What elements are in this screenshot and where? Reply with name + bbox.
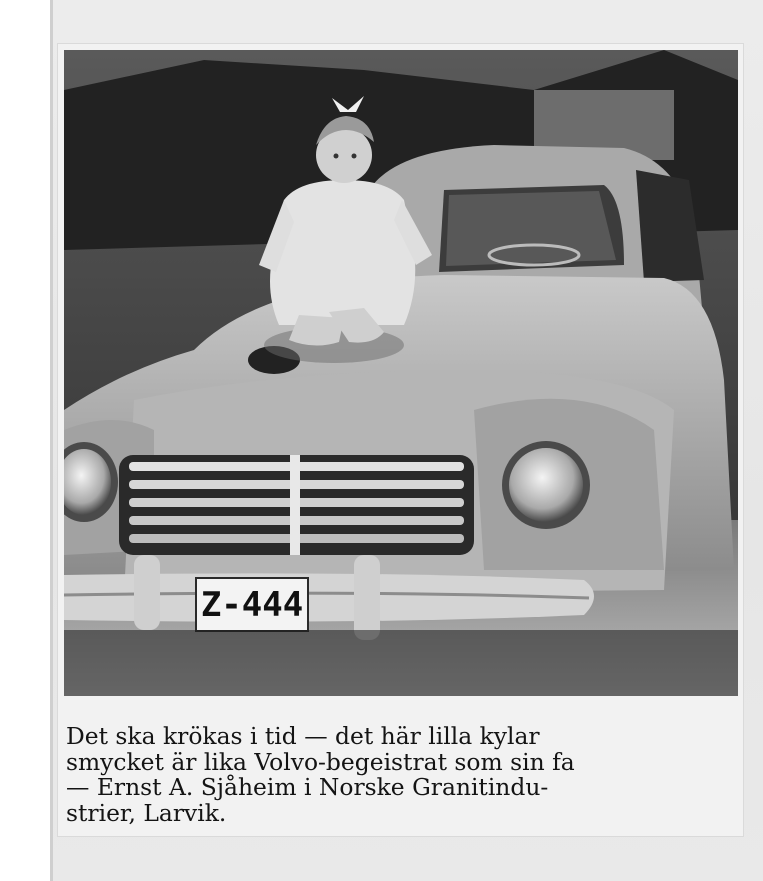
- car-photo-illustration: [64, 50, 738, 696]
- radiator-grille: [119, 455, 474, 555]
- bumper-guard-left: [134, 555, 160, 630]
- right-headlamp: [509, 448, 583, 522]
- caption-line-4: strier, Larvik.: [66, 798, 227, 826]
- license-plate-text: Z-444: [200, 585, 304, 625]
- paper-left-edge: [50, 0, 53, 881]
- clipping-photo: [64, 50, 738, 696]
- bumper-guard-right: [354, 555, 380, 640]
- photo-caption: [66, 724, 752, 826]
- caption-line-1: Det ska krökas i tid — det här lilla kylar: [66, 724, 540, 750]
- caption-line-2: smycket är lika Volvo-begeistrat som sin fa: [66, 747, 575, 776]
- caption-line-3: — Ernst A. Sjåheim i Norske Granitindu-: [66, 773, 549, 801]
- windshield-reflection: [446, 191, 616, 266]
- car-shadow: [64, 630, 738, 696]
